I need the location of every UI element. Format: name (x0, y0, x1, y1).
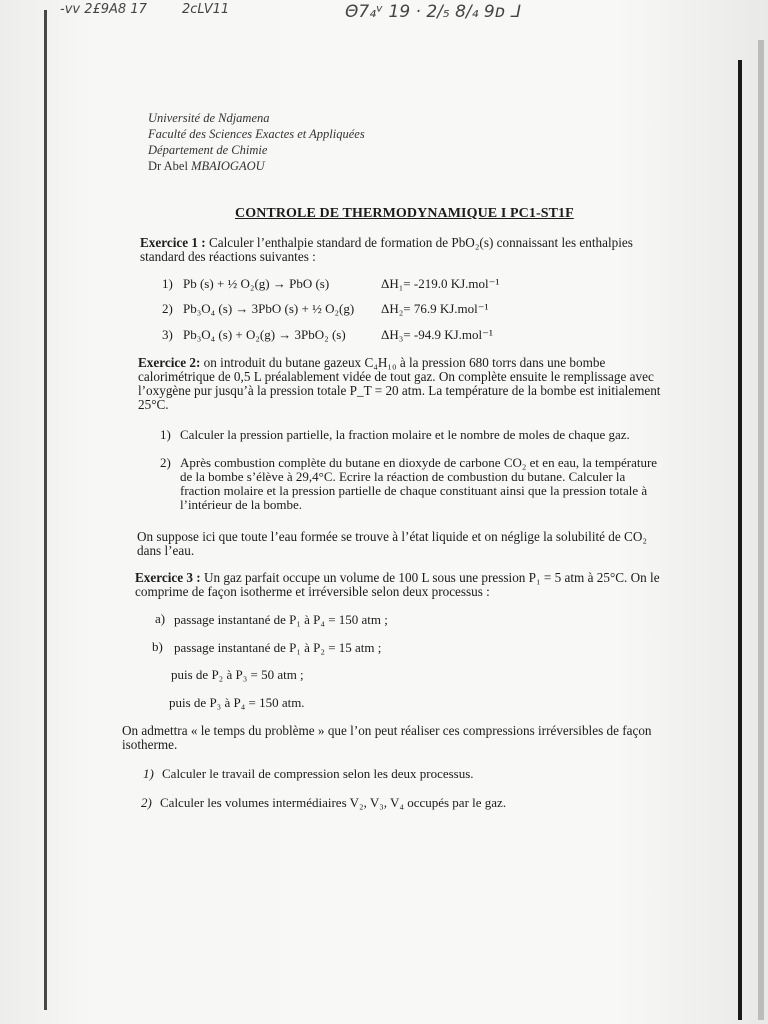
author-prefix: Dr Abel (148, 159, 188, 173)
exercise3-statement (135, 571, 665, 599)
faculty-name: Faculté des Sciences Exactes et Appliquées (148, 127, 365, 141)
reaction-1-number: 1) (162, 276, 173, 291)
reaction-3-number: 3) (162, 327, 173, 342)
exercise3-process-a: passage instantané de P₁ à P₄ = 150 atm ; (174, 612, 388, 627)
exercise3-q2: Calculer les volumes intermédiaires V₂, V₃, V₄ occupés par le gaz. (160, 795, 507, 810)
exercise3-q2-number: 2) (141, 795, 152, 810)
reaction-2-enthalpy: ΔH₂= 76.9 KJ.mol⁻¹ (381, 301, 489, 316)
exercise2-q1-number: 1) (160, 427, 171, 442)
reaction-3-equation: Pb₃O₄ (s) + O₂(g) → 3PbO₂ (s) (183, 327, 346, 342)
handwritten-note-top-left: -vv 2£9A8 17 (60, 2, 147, 17)
exercise3-process-b-step1: passage instantané de P₁ à P₂ = 15 atm ; (174, 640, 382, 655)
exercise3-b-number: b) (152, 639, 163, 654)
author-line (148, 158, 365, 174)
exercise2-q2: Après combustion complète du butane en dioxyde de carbone CO₂ et en eau, la température de la bombe s’élève à 29,4°C. Ecrire la réaction de combustion du butane. Calculer la fraction molaire et la pression partielle de chaque constituant ainsi que la pression totale à l’intérieur de la bombe. (180, 455, 658, 512)
reaction-3-enthalpy: ΔH₃= -94.9 KJ.mol⁻¹ (381, 327, 493, 342)
exercise3-q1: Calculer le travail de compression selon les deux processus. (162, 766, 474, 781)
university-name: Université de Ndjamena (148, 111, 270, 125)
author-name: MBAIOGAOU (191, 159, 265, 173)
exercise2-q2-number: 2) (160, 455, 171, 470)
exercise3-process-b-step3: puis de P₃ à P₄ = 150 atm. (169, 695, 305, 710)
institution-header (148, 110, 365, 174)
handwritten-note-top-right: Θ7₄ᵛ 19 · 2/₅ 8/₄ 9ᴅ ⅃ (345, 2, 520, 22)
exercise1-text: Calculer l’enthalpie standard de formation de PbO₂(s) connaissant les enthalpies standard des réactions suivantes : (140, 235, 633, 264)
reaction-1-enthalpy: ΔH₁= -219.0 KJ.mol⁻¹ (381, 276, 500, 291)
reaction-2-equation: Pb₃O₄ (s) → 3PbO (s) + ½ O₂(g) (183, 301, 355, 316)
exercise1-statement (140, 236, 665, 264)
exercise3-label: Exercice 3 : (135, 570, 201, 585)
exercise2-text: on introduit du butane gazeux C₄H₁₀ à la pression 680 torrs dans une bombe calorimétrique de 0,5 L préalablement vidée de tout gaz. On complète ensuite le remplissage avec l’oxygène pur jusqu’à la pression totale P_T = 20 atm. La température de la bombe est initialement 25°C. (138, 355, 661, 412)
page-left-edge (44, 10, 47, 1010)
reaction-2-number: 2) (162, 301, 173, 316)
exercise3-note: On admettra « le temps du problème » que l’on peut réaliser ces compressions irréversibles de façon isotherme. (122, 723, 652, 752)
exercise2-note: On suppose ici que toute l’eau formée se trouve à l’état liquide et on néglige la solubilité de CO₂ dans l’eau. (137, 529, 647, 558)
exercise3-q1-number: 1) (143, 766, 154, 781)
reaction-1-equation: Pb (s) + ½ O₂(g) → PbO (s) (183, 276, 330, 291)
exercise2-q1: Calculer la pression partielle, la fraction molaire et le nombre de moles de chaque gaz. (180, 427, 630, 442)
exercise1-label: Exercice 1 : (140, 235, 206, 250)
exercise3-process-b-step2: puis de P₂ à P₃ = 50 atm ; (171, 667, 304, 682)
handwritten-note-top-mid: 2cLV11 (182, 2, 230, 17)
exam-title: CONTROLE DE THERMODYNAMIQUE I PC1-ST1F (235, 206, 574, 221)
exercise2-statement (138, 356, 665, 412)
page-right-shadow (758, 40, 764, 1020)
department-name: Département de Chimie (148, 143, 268, 157)
exercise3-a-number: a) (155, 611, 166, 626)
page-right-edge (738, 60, 742, 1020)
exercise3-text: Un gaz parfait occupe un volume de 100 L sous une pression P₁ = 5 atm à 25°C. On le comprime de façon isotherme et irréversible selon deux processus : (135, 570, 660, 599)
exercise2-label: Exercice 2: (138, 355, 201, 370)
